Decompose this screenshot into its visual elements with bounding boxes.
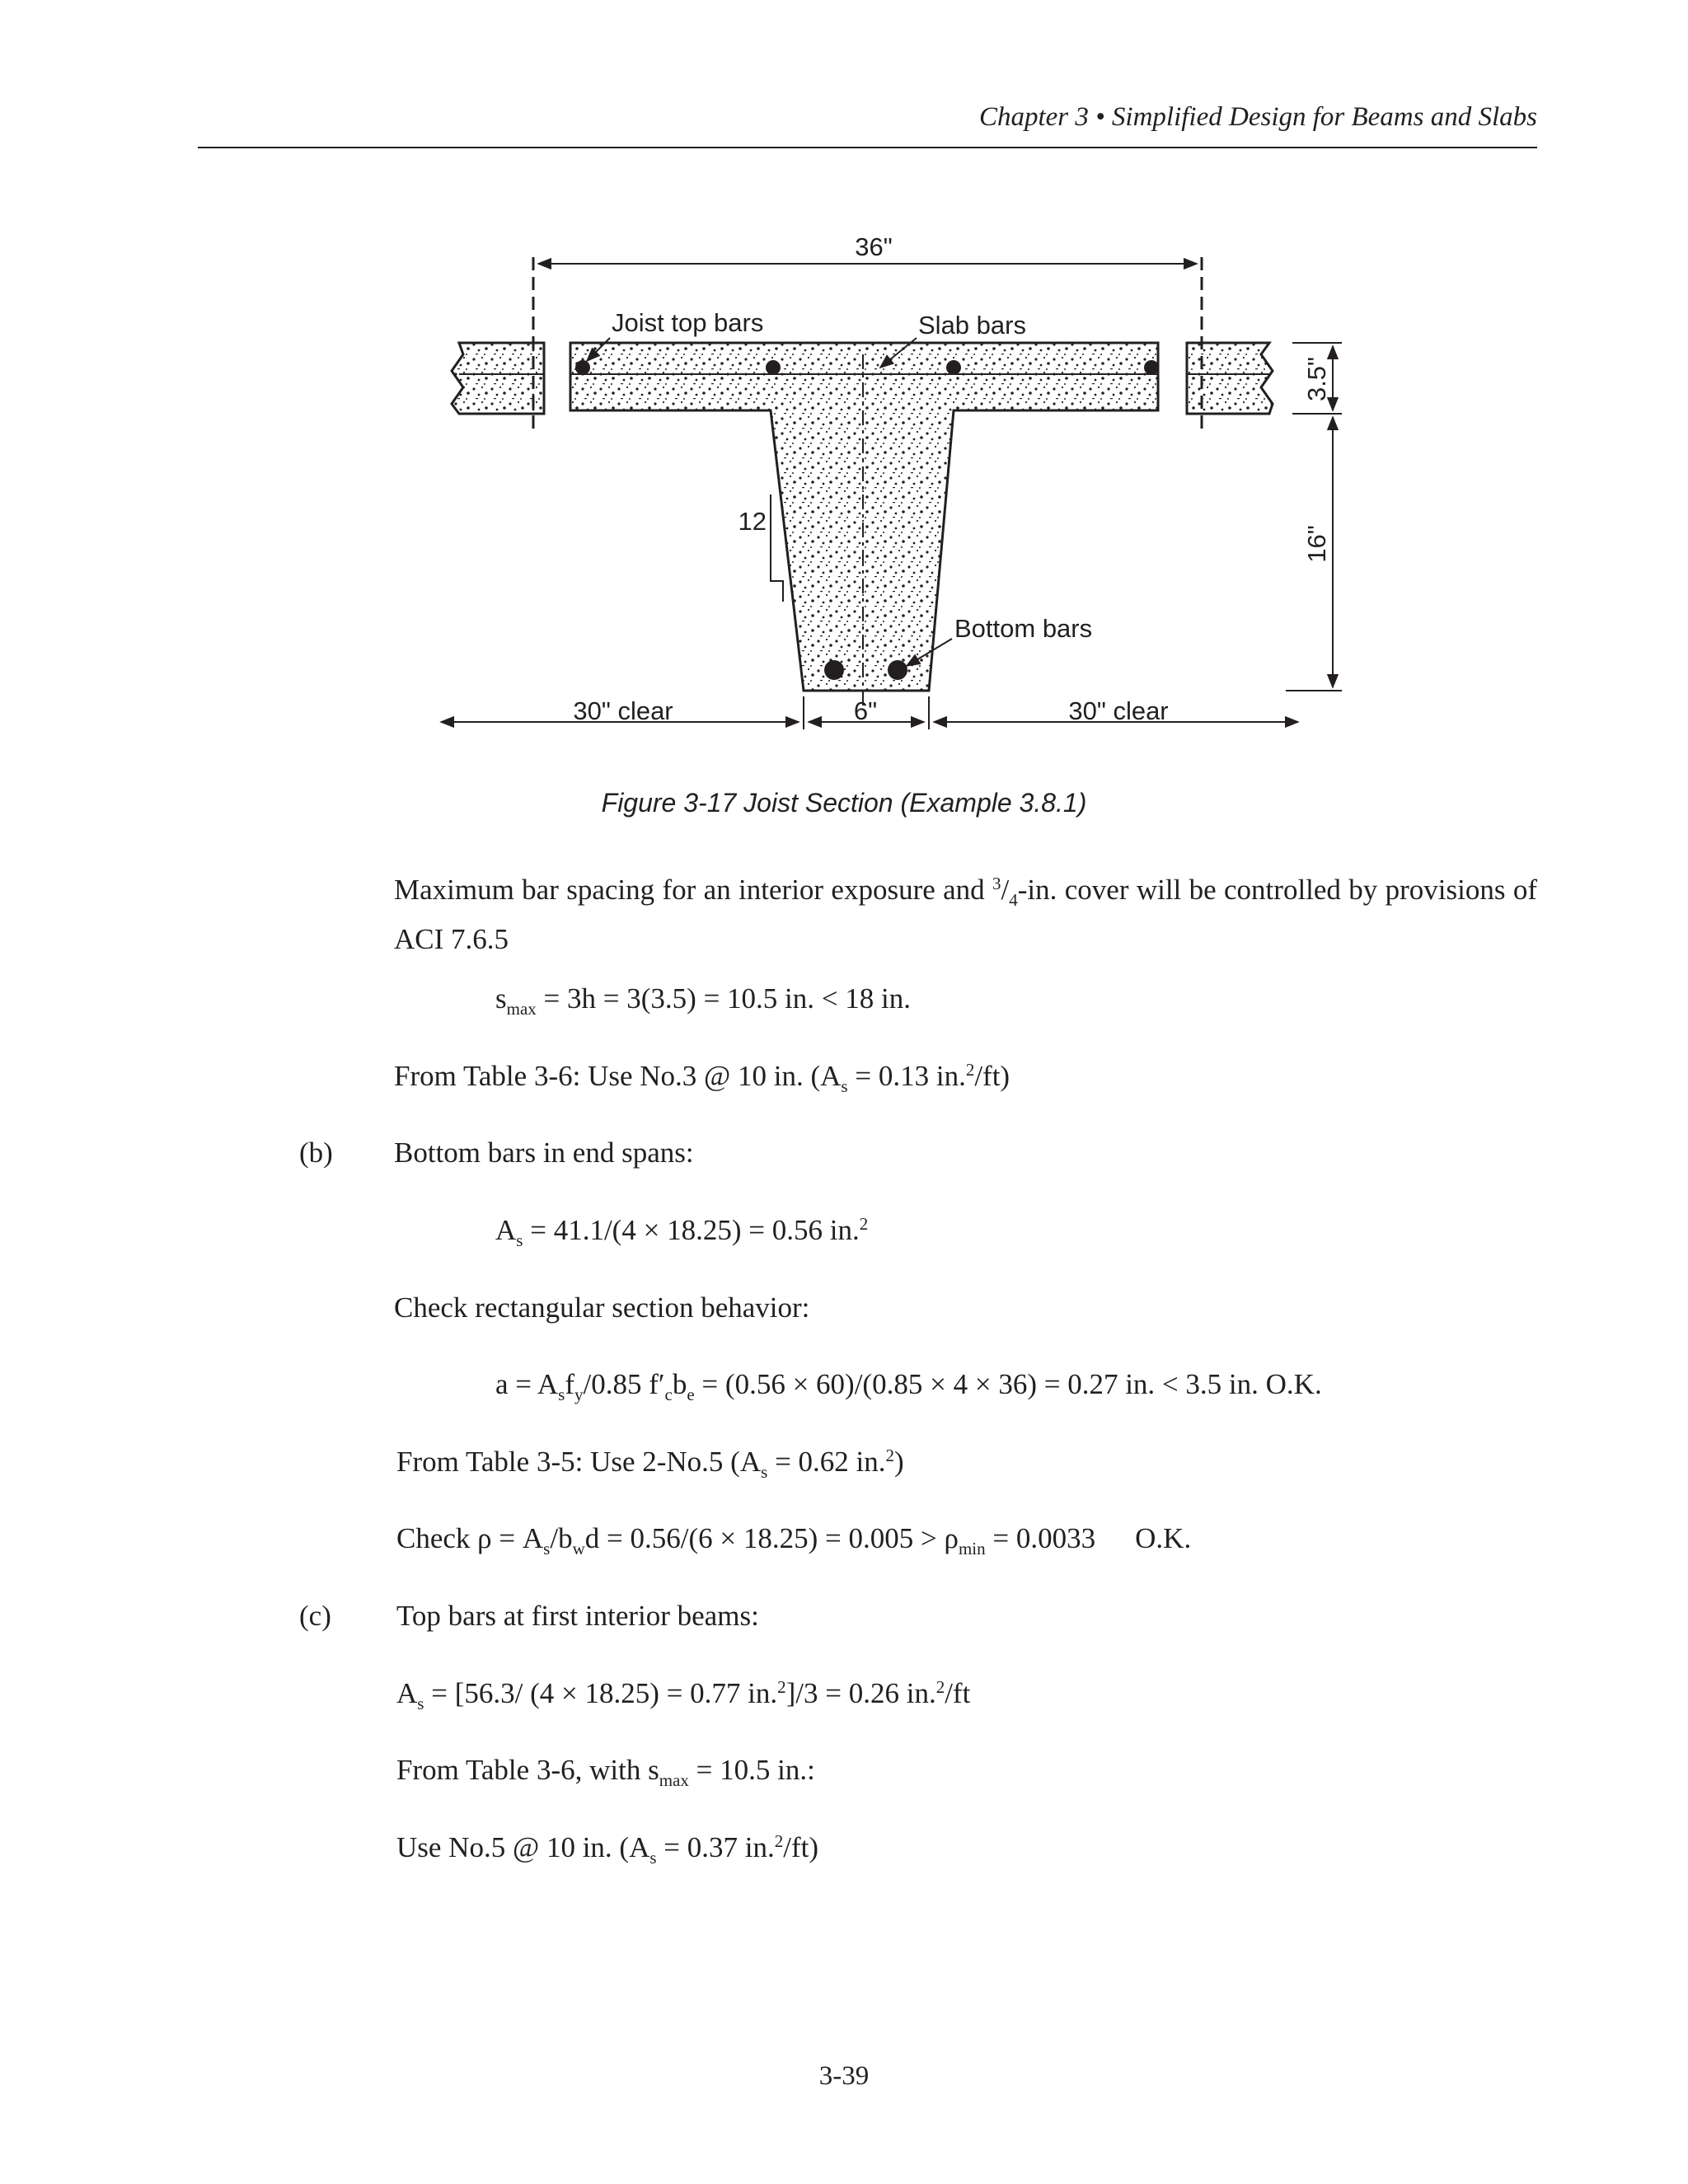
equation-as-top: $A_s = [56.3/$ (4 × 18.25) = 0.77 in.$^2$]/3 = 0.26 in.$^2$/ft xyxy=(396,1677,971,1713)
heading-top-bars: Top bars at first interior beams: xyxy=(396,1600,759,1632)
joist-depth-label: 16" xyxy=(1302,525,1331,563)
slab-bar xyxy=(766,360,781,375)
equation-smax: $s_{max} = 3h = 3(3.5) = 10.5$ in. < 18 in. xyxy=(495,982,911,1019)
bottom-bars-label: Bottom bars xyxy=(954,614,1093,643)
slab-thickness-label: 3.5" xyxy=(1302,356,1331,402)
table-3-5-result: From Table 3-5: Use 2-No.5 ($A_s = 0.62$ in.$^2$) xyxy=(396,1446,904,1482)
slope-indicator xyxy=(771,494,783,602)
clear-left-label: 30" clear xyxy=(573,696,673,725)
figure-caption: Figure 3-17 Joist Section (Example 3.8.1) xyxy=(601,788,1087,818)
check-rho: Check $\rho = A_s/b_wd = 0.56/(6 \times 18.25) = 0.005 > \rho_{min} = 0.0033$ O.K. xyxy=(396,1522,1192,1558)
web-width-label: 6" xyxy=(853,696,878,725)
bottom-bar xyxy=(824,660,844,680)
slab-bar xyxy=(946,360,961,375)
item-label-b: (b) xyxy=(299,1137,333,1169)
bottom-bar xyxy=(888,660,907,680)
slope-label: 12 xyxy=(738,507,767,536)
clear-right-label: 30" clear xyxy=(1068,696,1169,725)
use-no5-result: Use No.5 @ 10 in. ($A_s = 0.37$ in.$^2$/ft) xyxy=(396,1831,819,1868)
equation-a: $a = A_sf_y/0.85$ $f'_cb_e = (0.56 \times 60)/(0.85 \times 4 \times 36) = 0.27$ in. < 3.5 in. O.K. xyxy=(495,1368,1322,1404)
equation-as-bottom: $A_s = 41.1/(4 \times 18.25) = 0.56$ in.$^2$ xyxy=(495,1214,869,1250)
item-label-c: (c) xyxy=(299,1600,331,1632)
running-header: Chapter 3 • Simplified Design for Beams and Slabs xyxy=(978,102,1537,132)
paragraph-spacing: Maximum bar spacing for an interior exposure and $^3/_4-in$. cover will be controlled by provisions of ACI 7.6.5 xyxy=(394,874,1537,955)
joist-top-bar xyxy=(575,360,590,375)
slab-bars-label: Slab bars xyxy=(918,311,1026,340)
check-rectangular: Check rectangular section behavior: xyxy=(394,1291,810,1324)
joist-top-bars-label: Joist top bars xyxy=(612,308,764,337)
page-number: 3-39 xyxy=(818,2061,870,2091)
table-3-6-smax: From Table 3-6, with $s_{max} = 10.5$ in.: xyxy=(396,1754,815,1790)
heading-bottom-bars: Bottom bars in end spans: xyxy=(394,1137,694,1169)
joist-top-bar xyxy=(1144,360,1159,375)
table-3-6-result: From Table 3-6: Use No.3 @ 10 in. ($A_s = 0.13$ in.$^2$/ft) xyxy=(394,1060,1010,1096)
spacing-label: 36" xyxy=(855,232,893,261)
joist-section-figure xyxy=(0,0,1688,775)
